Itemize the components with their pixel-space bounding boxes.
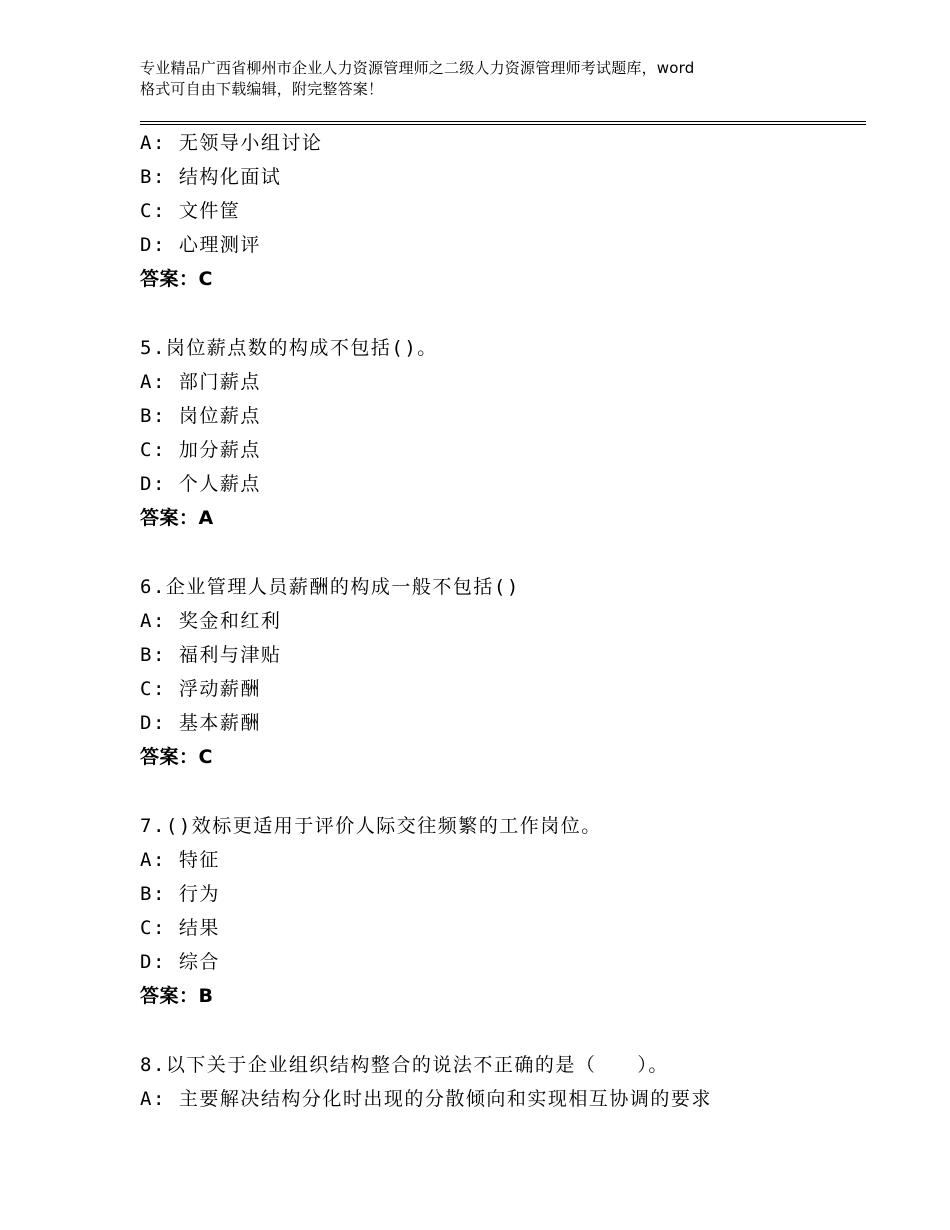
q4-option-d: D: 心理测评 (140, 234, 261, 256)
q6-question: 6.企业管理人员薪酬的构成一般不包括() (140, 576, 520, 598)
q7-option-d: D: 综合 (140, 951, 220, 973)
q4-option-b: B: 结构化面试 (140, 166, 282, 188)
q6-option-d: D: 基本薪酬 (140, 712, 261, 734)
q4-option-a: A: 无领导小组讨论 (140, 132, 323, 154)
q7-answer: 答案：B (140, 985, 214, 1007)
q4-option-c: C: 文件筐 (140, 200, 241, 222)
header-line-1: 专业精品广西省柳州市企业人力资源管理师之二级人力资源管理师考试题库，word (140, 59, 695, 77)
q7-option-b: B: 行为 (140, 883, 220, 905)
q5-option-d: D: 个人薪点 (140, 473, 261, 495)
q5-question: 5.岗位薪点数的构成不包括()。 (140, 337, 438, 359)
q8-option-a: A: 主要解决结构分化时出现的分散倾向和实现相互协调的要求 (140, 1088, 712, 1110)
q8-question: 8.以下关于企业组织结构整合的说法不正确的是（ ）。 (140, 1054, 669, 1076)
q5-option-c: C: 加分薪点 (140, 439, 261, 461)
q5-option-b: B: 岗位薪点 (140, 405, 261, 427)
q7-option-a: A: 特征 (140, 849, 220, 871)
q5-answer: 答案：A (140, 507, 214, 529)
document-header (140, 58, 840, 100)
header-line-2: 格式可自由下载编辑，附完整答案！ (140, 80, 384, 98)
q4-answer: 答案：C (140, 268, 213, 290)
q7-option-c: C: 结果 (140, 917, 220, 939)
q6-option-a: A: 奖金和红利 (140, 610, 282, 632)
q6-option-c: C: 浮动薪酬 (140, 678, 261, 700)
header-divider-bottom (140, 124, 866, 125)
q6-option-b: B: 福利与津贴 (140, 644, 282, 666)
q5-option-a: A: 部门薪点 (140, 371, 261, 393)
header-divider-top (140, 121, 866, 122)
q7-question: 7.()效标更适用于评价人际交往频繁的工作岗位。 (140, 815, 602, 837)
q6-answer: 答案：C (140, 746, 213, 768)
